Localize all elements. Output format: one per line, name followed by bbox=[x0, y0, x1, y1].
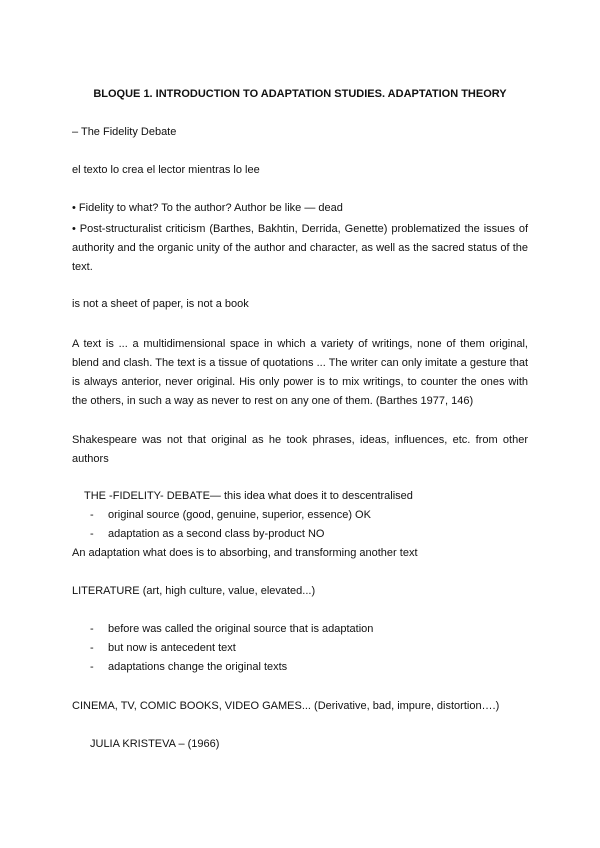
document-title: BLOQUE 1. INTRODUCTION TO ADAPTATION STUDIES. ADAPTATION THEORY bbox=[93, 88, 507, 100]
dash-marker: - bbox=[90, 661, 94, 673]
list-item-text: before was called the original source that is adaptation bbox=[108, 623, 374, 635]
dash-marker: - bbox=[90, 528, 94, 540]
section-subtitle: – The Fidelity Debate bbox=[72, 126, 177, 138]
dash-marker: - bbox=[90, 623, 94, 635]
list-item-text: but now is antecedent text bbox=[108, 642, 236, 654]
paragraph-shakespeare: Shakespeare was not that original as he took phrases, ideas, influences, etc. from other authors bbox=[72, 434, 528, 465]
dash-marker: - bbox=[90, 509, 94, 521]
dash-marker: - bbox=[90, 642, 94, 654]
bullet-fidelity-question: • Fidelity to what? To the author? Author be like — dead bbox=[72, 202, 343, 214]
list-item-text: original source (good, genuine, superior, essence) OK bbox=[108, 509, 371, 521]
paragraph-lector: el texto lo crea el lector mientras lo lee bbox=[72, 164, 260, 176]
barthes-quote: A text is ... a multidimensional space in which a variety of writings, none of them original, blend and clash. The text is a tissue of quotations ... The writer can only imitate a gesture that is always anterior, never original. His only power is to mix writings, to counter the ones with the others, in such a way as never to rest on any one of them. (Barthes 1977, 146) bbox=[72, 338, 528, 407]
literature-heading: LITERATURE (art, high culture, value, elevated...) bbox=[72, 585, 316, 597]
paragraph-sheet-of-paper: is not a sheet of paper, is not a book bbox=[72, 298, 249, 310]
bullet-post-structuralist: • Post-structuralist criticism (Barthes, Bakhtin, Derrida, Genette) problematized the issues of authority and the organic unity of the author and character, as well as the sacred status of the text. bbox=[72, 223, 528, 273]
list-item-text: adaptations change the original texts bbox=[108, 661, 288, 673]
list-item-text: adaptation as a second class by-product NO bbox=[108, 528, 325, 540]
kristeva-heading: JULIA KRISTEVA – (1966) bbox=[90, 738, 220, 750]
cinema-heading: CINEMA, TV, COMIC BOOKS, VIDEO GAMES... (Derivative, bad, impure, distortion….) bbox=[72, 700, 500, 712]
paragraph-adaptation-definition: An adaptation what does is to absorbing, and transforming another text bbox=[72, 547, 418, 559]
fidelity-debate-heading: THE -FIDELITY- DEBATE— this idea what does it to descentralised bbox=[84, 490, 413, 502]
